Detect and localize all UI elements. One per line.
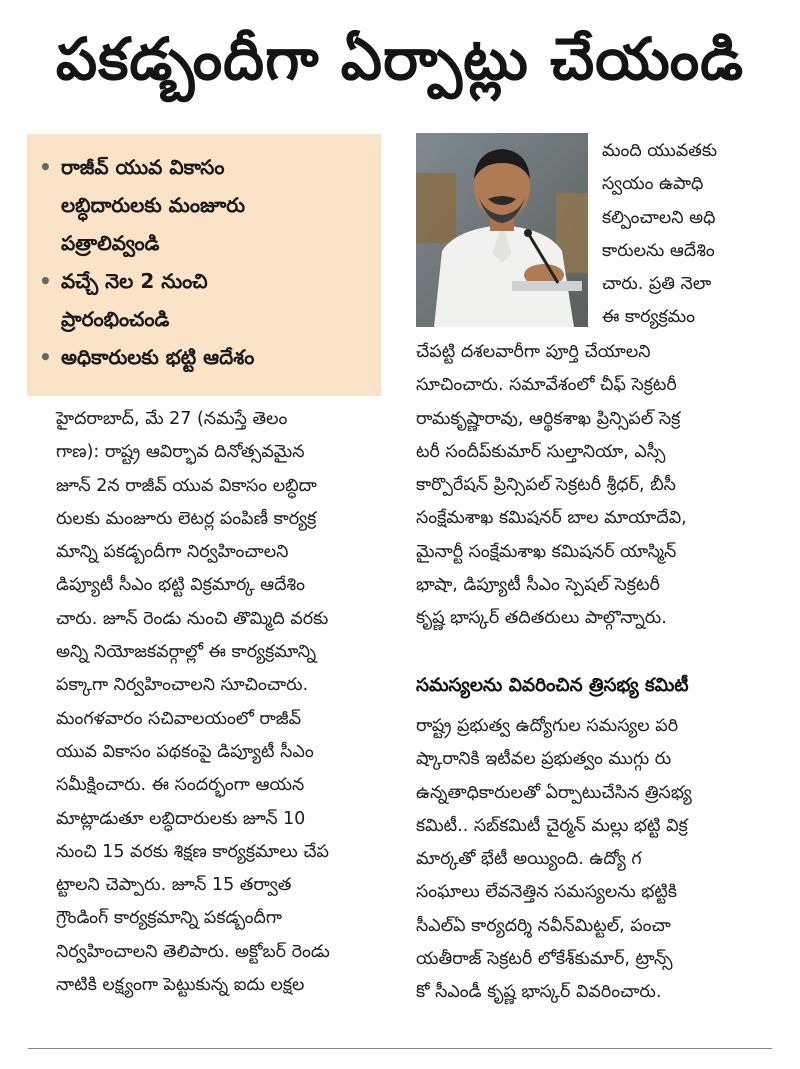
- text-line: రులకు మంజూరు లెటర్ల పంపిణీ కార్యక్ర: [56, 508, 317, 529]
- text-line: మాట్లాడుతూ లబ్ధిదారులకు జూన్ 10: [56, 808, 306, 829]
- text-line: చారు. ప్రతి నెలా: [602, 274, 712, 295]
- text-line: కార్పొరేషన్ ప్రిన్సిపల్ సెక్రటరీ శ్రీధర్, బీసీ: [416, 475, 676, 496]
- text-line: నాటికి లక్ష్యంగా పెట్టుకున్న ఐదు లక్షల: [56, 975, 305, 996]
- text-line: రాష్ట్ర ప్రభుత్వ ఉద్యోగుల సమస్యల పరి: [416, 716, 679, 736]
- right-column-second-story: [416, 710, 772, 1010]
- highlight-line: లబ్ధిదారులకు మంజూరు: [61, 193, 246, 217]
- text-line: గాణ): రాష్ట్ర ఆవిర్భావ దినోత్సవమైన: [56, 442, 305, 463]
- text-line: చారు. జూన్ రెండు నుంచి తొమ్మిది వరకు: [56, 608, 329, 629]
- subheading: సమస్యలను వివరించిన త్రిసభ్య కమిటీ: [416, 675, 689, 696]
- highlight-item: [39, 338, 371, 376]
- text-line: చేపట్టి దశలవారీగా పూర్తి చేయాలని: [416, 342, 651, 362]
- highlight-line: పత్రాలివ్వండి: [61, 231, 160, 255]
- text-line: యతీరాజ్ సెక్రటరీ లోకేశ్‌కుమార్, ట్రాన్స్: [416, 949, 673, 970]
- right-column-beside-photo: [602, 135, 772, 335]
- text-line: ఈ కార్యక్రమం: [602, 307, 696, 328]
- minister-photo: [416, 133, 588, 327]
- highlight-item: [39, 262, 371, 338]
- text-line: కల్పించాలని అధి: [602, 207, 716, 228]
- highlight-line: వచ్చే నెల 2 నుంచి: [61, 269, 208, 293]
- text-line: కారులను ఆదేశిం: [602, 240, 715, 261]
- highlight-line: ప్రారంభించండి: [61, 307, 170, 331]
- text-line: సీఎల్‌ఏ కార్యదర్శి నవీన్‌మిట్టల్, పంచా: [416, 915, 671, 936]
- text-line: పక్కాగా నిర్వహించాలని సూచించారు.: [56, 675, 309, 696]
- text-line: ఉన్నతాధికారులతో ఏర్పాటుచేసిన త్రిసభ్య: [416, 782, 692, 803]
- right-column-text: [416, 336, 772, 636]
- left-column-text: [56, 403, 384, 1002]
- text-line: కో సీఎండీ కృష్ణ భాస్కర్ వివరించారు.: [416, 982, 662, 1003]
- text-line: మార్కతో భేటీ అయ్యింది. ఉద్యో గ: [416, 849, 642, 870]
- bottom-divider: [28, 1048, 772, 1049]
- text-line: సంఘాలు లేవనెత్తిన సమస్యలను భట్టికి: [416, 882, 677, 903]
- text-line: అన్ని నియోజకవర్గాల్లో ఈ కార్యక్రమాన్ని: [56, 642, 317, 663]
- text-line: యువ వికాసం పథకంపై డిప్యూటీ సీఎం: [56, 741, 314, 762]
- text-line: టరీ సందీప్‌కుమార్ సుల్తానియా, ఎస్సీ: [416, 441, 666, 462]
- text-line: ష్కారానికి ఇటీవల ప్రభుత్వం ముగ్గు రు: [416, 749, 672, 770]
- text-line: మైనార్టీ సంక్షేమశాఖ కమిషనర్ యాస్మిన్: [416, 541, 677, 562]
- bullet-icon: •: [39, 345, 52, 369]
- headline: పకడ్బందీగా ఏర్పాట్లు చేయండి: [55, 25, 745, 93]
- highlight-line: అధికారులకు భట్టి ఆదేశం: [61, 345, 255, 369]
- text-line: సమీక్షించారు. ఈ సందర్భంగా ఆయన: [56, 775, 305, 796]
- bullet-icon: •: [39, 155, 52, 179]
- text-line: నుంచి 15 వరకు శిక్షణ కార్యక్రమాలు చేప: [56, 841, 329, 862]
- portrait-illustration: [416, 133, 588, 327]
- text-line: కమిటీ.. సబ్‌కమిటీ చైర్మన్ మల్లు భట్టి విక్ర: [416, 815, 688, 836]
- text-line: గ్రౌండింగ్ కార్యక్రమాన్ని పకడ్బందీగా: [56, 908, 282, 929]
- text-line: డిప్యూటీ సీఎం భట్టి విక్రమార్క ఆదేశిం: [56, 575, 305, 596]
- text-line: ట్టాలని చెప్పారు. జూన్ 15 తర్వాత: [56, 875, 292, 896]
- text-line: భాషా, డిప్యూటీ సీఎం స్పెషల్ సెక్రటరీ: [416, 575, 660, 596]
- text-line: మంగళవారం సచివాలయంలో రాజీవ్: [56, 708, 302, 729]
- text-line: నిర్వహించాలని తెలిపారు. అక్టోబర్ రెండు: [56, 941, 330, 962]
- text-line: సంక్షేమశాఖ కమిషనర్ బాల మాయాదేవి,: [416, 508, 687, 529]
- text-line: మంది యువతకు: [602, 141, 718, 161]
- highlight-line: రాజీవ్ యువ వికాసం: [61, 155, 225, 179]
- text-line: హైదరాబాద్, మే 27 (నమస్తే తెలం: [56, 409, 288, 429]
- text-line: రామకృష్ణారావు, ఆర్థికశాఖ ప్రిన్సిపల్ సెక్ర: [416, 408, 681, 429]
- highlights-box: [27, 134, 381, 396]
- text-line: మాన్ని పకడ్బందీగా నిర్వహించాలని: [56, 542, 289, 563]
- text-line: స్వయం ఉపాధి: [602, 174, 704, 195]
- text-line: జూన్ 2న రాజీవ్ యువ వికాసం లబ్ధిదా: [56, 475, 317, 496]
- text-line: సూచించారు. సమావేశంలో చీఫ్ సెక్రటరీ: [416, 375, 677, 396]
- bullet-icon: •: [39, 269, 52, 293]
- highlight-item: [39, 148, 371, 262]
- text-line: కృష్ణ భాస్కర్ తదితరులు పాల్గొన్నారు.: [416, 608, 667, 629]
